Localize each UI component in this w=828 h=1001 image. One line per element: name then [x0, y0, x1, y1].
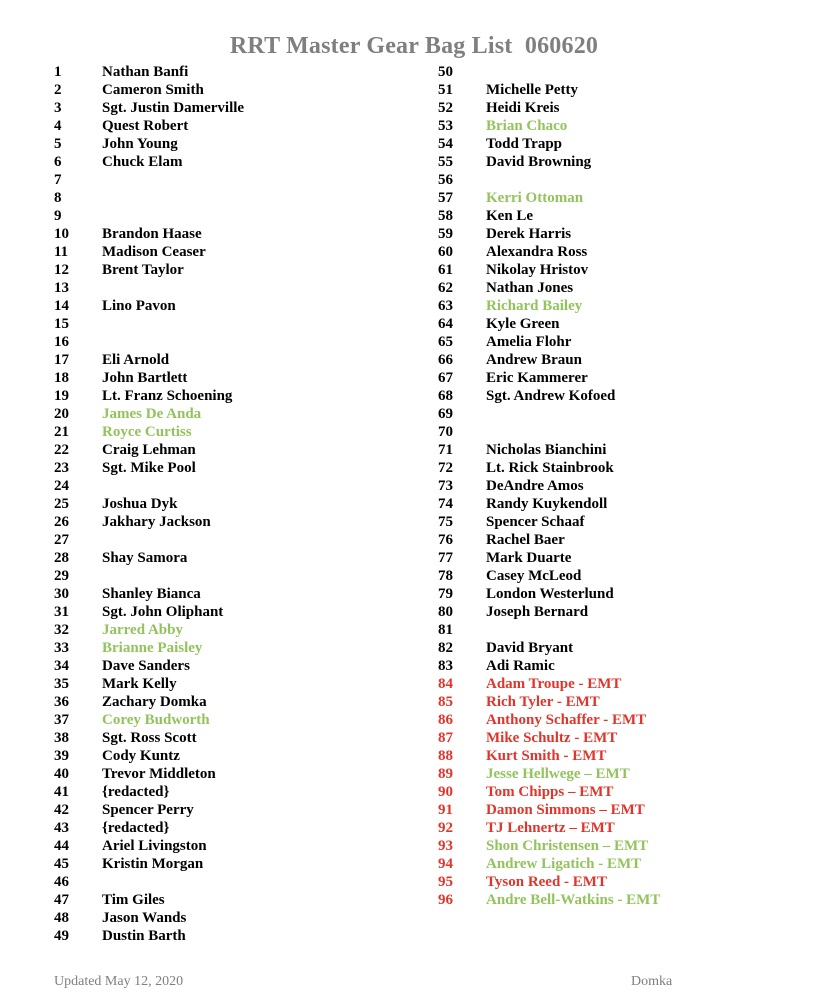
row-number: 55 — [438, 154, 453, 170]
member-name: TJ Lehnertz – EMT — [486, 820, 615, 836]
roster-row — [54, 81, 394, 99]
roster-row — [438, 567, 798, 585]
roster-row — [438, 207, 798, 225]
member-name: Nikolay Hristov — [486, 262, 589, 278]
member-name: Damon Simmons – EMT — [486, 802, 645, 818]
member-name: Shay Samora — [102, 550, 188, 566]
roster-row — [438, 153, 798, 171]
row-number: 91 — [438, 802, 453, 818]
row-number: 81 — [438, 622, 453, 638]
member-name: Cody Kuntz — [102, 748, 180, 764]
row-number: 78 — [438, 568, 453, 584]
roster-row — [438, 63, 798, 81]
roster-row — [438, 513, 798, 531]
roster-row — [54, 873, 394, 891]
member-name: Madison Ceaser — [102, 244, 206, 260]
member-name: {redacted} — [102, 820, 170, 836]
roster-row — [54, 117, 394, 135]
row-number: 2 — [54, 82, 62, 98]
row-number: 67 — [438, 370, 453, 386]
row-number: 75 — [438, 514, 453, 530]
row-number: 96 — [438, 892, 453, 908]
row-number: 17 — [54, 352, 69, 368]
row-number: 58 — [438, 208, 453, 224]
roster-row — [54, 603, 394, 621]
roster-row — [54, 279, 394, 297]
roster-row — [438, 783, 798, 801]
roster-row — [438, 603, 798, 621]
roster-row — [54, 711, 394, 729]
member-name: David Browning — [486, 154, 592, 170]
member-name: Ariel Livingston — [102, 838, 207, 854]
row-number: 5 — [54, 136, 62, 152]
roster-row — [54, 243, 394, 261]
roster-row — [54, 333, 394, 351]
member-name: DeAndre Amos — [486, 478, 584, 494]
row-number: 59 — [438, 226, 453, 242]
roster-row — [438, 441, 798, 459]
roster-row — [54, 153, 394, 171]
member-name: Rich Tyler - EMT — [486, 694, 600, 710]
row-number: 25 — [54, 496, 69, 512]
row-number: 66 — [438, 352, 453, 368]
row-number: 12 — [54, 262, 69, 278]
roster-row — [54, 855, 394, 873]
row-number: 53 — [438, 118, 453, 134]
row-number: 16 — [54, 334, 69, 350]
roster-row — [54, 675, 394, 693]
roster-row — [54, 765, 394, 783]
member-name: Tom Chipps – EMT — [486, 784, 614, 800]
roster-row — [438, 315, 798, 333]
member-name: Chuck Elam — [102, 154, 183, 170]
member-name: Todd Trapp — [486, 136, 563, 152]
member-name: Corey Budworth — [102, 712, 210, 728]
roster-row — [54, 261, 394, 279]
left-roster-column — [54, 63, 394, 945]
roster-row — [438, 855, 798, 873]
row-number: 35 — [54, 676, 69, 692]
roster-row — [54, 927, 394, 945]
member-name: Nathan Jones — [486, 280, 574, 296]
member-name: Richard Bailey — [486, 298, 583, 314]
row-number: 89 — [438, 766, 453, 782]
row-number: 68 — [438, 388, 453, 404]
roster-row — [438, 279, 798, 297]
roster-row — [54, 495, 394, 513]
member-name: John Bartlett — [102, 370, 188, 386]
roster-row — [438, 621, 798, 639]
roster-row — [438, 549, 798, 567]
row-number: 80 — [438, 604, 453, 620]
roster-row — [54, 729, 394, 747]
row-number: 86 — [438, 712, 453, 728]
row-number: 72 — [438, 460, 453, 476]
roster-row — [438, 387, 798, 405]
row-number: 83 — [438, 658, 453, 674]
roster-row — [438, 423, 798, 441]
member-name: Mark Kelly — [102, 676, 177, 692]
row-number: 22 — [54, 442, 69, 458]
roster-row — [438, 675, 798, 693]
member-name: {redacted} — [102, 784, 170, 800]
right-roster-column — [438, 63, 798, 909]
member-name: Cameron Smith — [102, 82, 204, 98]
row-number: 65 — [438, 334, 453, 350]
member-name: Brent Taylor — [102, 262, 184, 278]
member-name: Dustin Barth — [102, 928, 186, 944]
roster-row — [438, 891, 798, 909]
row-number: 31 — [54, 604, 69, 620]
roster-row — [438, 477, 798, 495]
row-number: 74 — [438, 496, 453, 512]
member-name: Mark Duarte — [486, 550, 572, 566]
roster-row — [438, 495, 798, 513]
row-number: 51 — [438, 82, 453, 98]
roster-row — [54, 783, 394, 801]
roster-row — [54, 297, 394, 315]
member-name: Kerri Ottoman — [486, 190, 584, 206]
member-name: Kyle Green — [486, 316, 560, 332]
member-name: Ken Le — [486, 208, 534, 224]
member-name: Craig Lehman — [102, 442, 196, 458]
roster-row — [54, 189, 394, 207]
row-number: 30 — [54, 586, 69, 602]
row-number: 37 — [54, 712, 69, 728]
roster-row — [438, 81, 798, 99]
row-number: 28 — [54, 550, 69, 566]
row-number: 36 — [54, 694, 69, 710]
member-name: Alexandra Ross — [486, 244, 588, 260]
roster-row — [438, 189, 798, 207]
roster-row — [54, 387, 394, 405]
roster-row — [54, 225, 394, 243]
row-number: 21 — [54, 424, 69, 440]
row-number: 18 — [54, 370, 69, 386]
roster-row — [54, 621, 394, 639]
roster-row — [438, 459, 798, 477]
row-number: 41 — [54, 784, 69, 800]
member-name: Shon Christensen – EMT — [486, 838, 649, 854]
row-number: 45 — [54, 856, 69, 872]
row-number: 60 — [438, 244, 453, 260]
row-number: 94 — [438, 856, 453, 872]
row-number: 4 — [54, 118, 62, 134]
member-name: Adi Ramic — [486, 658, 555, 674]
row-number: 27 — [54, 532, 69, 548]
row-number: 32 — [54, 622, 69, 638]
member-name: Andrew Braun — [486, 352, 582, 368]
row-number: 40 — [54, 766, 69, 782]
row-number: 10 — [54, 226, 69, 242]
roster-row — [438, 117, 798, 135]
row-number: 6 — [54, 154, 62, 170]
member-name: Sgt. John Oliphant — [102, 604, 224, 620]
roster-row — [438, 351, 798, 369]
row-number: 70 — [438, 424, 453, 440]
member-name: Sgt. Justin Damerville — [102, 100, 245, 116]
member-name: Randy Kuykendoll — [486, 496, 608, 512]
row-number: 42 — [54, 802, 69, 818]
member-name: Anthony Schaffer - EMT — [486, 712, 647, 728]
roster-row — [438, 531, 798, 549]
member-name: Joseph Bernard — [486, 604, 589, 620]
member-name: Kurt Smith - EMT — [486, 748, 607, 764]
member-name: Nicholas Bianchini — [486, 442, 607, 458]
roster-row — [438, 729, 798, 747]
row-number: 76 — [438, 532, 453, 548]
roster-row — [438, 711, 798, 729]
row-number: 50 — [438, 64, 453, 80]
roster-row — [54, 63, 394, 81]
member-name: Jarred Abby — [102, 622, 183, 638]
roster-row — [54, 585, 394, 603]
roster-row — [438, 585, 798, 603]
roster-row — [54, 351, 394, 369]
roster-row — [54, 369, 394, 387]
row-number: 92 — [438, 820, 453, 836]
footer-updated-date: Updated May 12, 2020 — [54, 974, 184, 989]
member-name: Zachary Domka — [102, 694, 207, 710]
roster-row — [54, 459, 394, 477]
member-name: Michelle Petty — [486, 82, 579, 98]
row-number: 61 — [438, 262, 453, 278]
roster-row — [438, 837, 798, 855]
roster-row — [54, 135, 394, 153]
roster-row — [54, 891, 394, 909]
row-number: 84 — [438, 676, 453, 692]
roster-row — [54, 315, 394, 333]
row-number: 15 — [54, 316, 69, 332]
row-number: 48 — [54, 910, 69, 926]
row-number: 69 — [438, 406, 453, 422]
member-name: Lino Pavon — [102, 298, 176, 314]
roster-row — [54, 837, 394, 855]
roster-row — [438, 693, 798, 711]
member-name: Brianne Paisley — [102, 640, 203, 656]
roster-row — [54, 747, 394, 765]
member-name: Heidi Kreis — [486, 100, 560, 116]
roster-row — [438, 765, 798, 783]
member-name: James De Anda — [102, 406, 202, 422]
member-name: Tim Giles — [102, 892, 165, 908]
member-name: Shanley Bianca — [102, 586, 201, 602]
member-name: Derek Harris — [486, 226, 572, 242]
row-number: 3 — [54, 100, 62, 116]
row-number: 56 — [438, 172, 453, 188]
roster-row — [54, 531, 394, 549]
row-number: 82 — [438, 640, 453, 656]
roster-row — [54, 207, 394, 225]
member-name: Jesse Hellwege – EMT — [486, 766, 630, 782]
row-number: 88 — [438, 748, 453, 764]
row-number: 1 — [54, 64, 62, 80]
row-number: 9 — [54, 208, 62, 224]
row-number: 8 — [54, 190, 62, 206]
roster-row — [54, 693, 394, 711]
row-number: 47 — [54, 892, 69, 908]
roster-row — [54, 171, 394, 189]
row-number: 52 — [438, 100, 453, 116]
roster-row — [438, 369, 798, 387]
member-name: Amelia Flohr — [486, 334, 572, 350]
roster-row — [54, 549, 394, 567]
member-name: Dave Sanders — [102, 658, 190, 674]
roster-row — [438, 99, 798, 117]
member-name: Sgt. Mike Pool — [102, 460, 196, 476]
row-number: 34 — [54, 658, 69, 674]
member-name: Quest Robert — [102, 118, 189, 134]
row-number: 64 — [438, 316, 453, 332]
row-number: 43 — [54, 820, 69, 836]
row-number: 93 — [438, 838, 453, 854]
row-number: 46 — [54, 874, 69, 890]
row-number: 44 — [54, 838, 69, 854]
member-name: Jakhary Jackson — [102, 514, 211, 530]
member-name: Joshua Dyk — [102, 496, 178, 512]
roster-row — [54, 99, 394, 117]
member-name: Sgt. Ross Scott — [102, 730, 197, 746]
roster-row — [54, 909, 394, 927]
member-name: Spencer Perry — [102, 802, 194, 818]
member-name: Andrew Ligatich - EMT — [486, 856, 642, 872]
roster-row — [438, 747, 798, 765]
row-number: 26 — [54, 514, 69, 530]
member-name: Mike Schultz - EMT — [486, 730, 618, 746]
row-number: 79 — [438, 586, 453, 602]
row-number: 57 — [438, 190, 453, 206]
roster-row — [438, 333, 798, 351]
row-number: 54 — [438, 136, 453, 152]
member-name: David Bryant — [486, 640, 574, 656]
roster-row — [54, 567, 394, 585]
row-number: 20 — [54, 406, 69, 422]
row-number: 13 — [54, 280, 69, 296]
member-name: Sgt. Andrew Kofoed — [486, 388, 616, 404]
row-number: 87 — [438, 730, 453, 746]
member-name: Nathan Banfi — [102, 64, 189, 80]
roster-row — [438, 405, 798, 423]
row-number: 24 — [54, 478, 69, 494]
row-number: 19 — [54, 388, 69, 404]
row-number: 11 — [54, 244, 69, 260]
member-name: London Westerlund — [486, 586, 614, 602]
roster-row — [438, 639, 798, 657]
roster-row — [438, 657, 798, 675]
row-number: 71 — [438, 442, 453, 458]
row-number: 29 — [54, 568, 69, 584]
member-name: Andre Bell-Watkins - EMT — [486, 892, 661, 908]
row-number: 62 — [438, 280, 453, 296]
row-number: 85 — [438, 694, 453, 710]
row-number: 63 — [438, 298, 453, 314]
roster-row — [438, 819, 798, 837]
roster-row — [54, 513, 394, 531]
roster-row — [54, 639, 394, 657]
roster-row — [438, 297, 798, 315]
footer-author: Domka — [631, 974, 673, 989]
member-name: Brandon Haase — [102, 226, 202, 242]
roster-row — [54, 819, 394, 837]
row-number: 14 — [54, 298, 69, 314]
member-name: Casey McLeod — [486, 568, 582, 584]
member-name: Trevor Middleton — [102, 766, 216, 782]
member-name: Eric Kammerer — [486, 370, 588, 386]
row-number: 33 — [54, 640, 69, 656]
roster-row — [438, 225, 798, 243]
roster-row — [54, 477, 394, 495]
row-number: 90 — [438, 784, 453, 800]
member-name: Brian Chaco — [486, 118, 568, 134]
roster-row — [438, 801, 798, 819]
row-number: 95 — [438, 874, 453, 890]
row-number: 7 — [54, 172, 62, 188]
member-name: Kristin Morgan — [102, 856, 204, 872]
document-title: RRT Master Gear Bag List 060620 — [229, 33, 599, 59]
roster-row — [54, 405, 394, 423]
roster-row — [438, 171, 798, 189]
roster-row — [438, 243, 798, 261]
member-name: Royce Curtiss — [102, 424, 192, 440]
member-name: Lt. Franz Schoening — [102, 388, 233, 404]
row-number: 39 — [54, 748, 69, 764]
roster-row — [438, 261, 798, 279]
member-name: John Young — [102, 136, 178, 152]
roster-row — [438, 873, 798, 891]
roster-row — [54, 441, 394, 459]
member-name: Jason Wands — [102, 910, 187, 926]
member-name: Eli Arnold — [102, 352, 170, 368]
member-name: Rachel Baer — [486, 532, 565, 548]
roster-row — [54, 657, 394, 675]
member-name: Lt. Rick Stainbrook — [486, 460, 614, 476]
row-number: 23 — [54, 460, 69, 476]
member-name: Tyson Reed - EMT — [486, 874, 607, 890]
row-number: 49 — [54, 928, 69, 944]
row-number: 77 — [438, 550, 453, 566]
member-name: Adam Troupe - EMT — [486, 676, 622, 692]
roster-row — [438, 135, 798, 153]
roster-row — [54, 423, 394, 441]
member-name: Spencer Schaaf — [486, 514, 585, 530]
roster-row — [54, 801, 394, 819]
row-number: 73 — [438, 478, 453, 494]
row-number: 38 — [54, 730, 69, 746]
